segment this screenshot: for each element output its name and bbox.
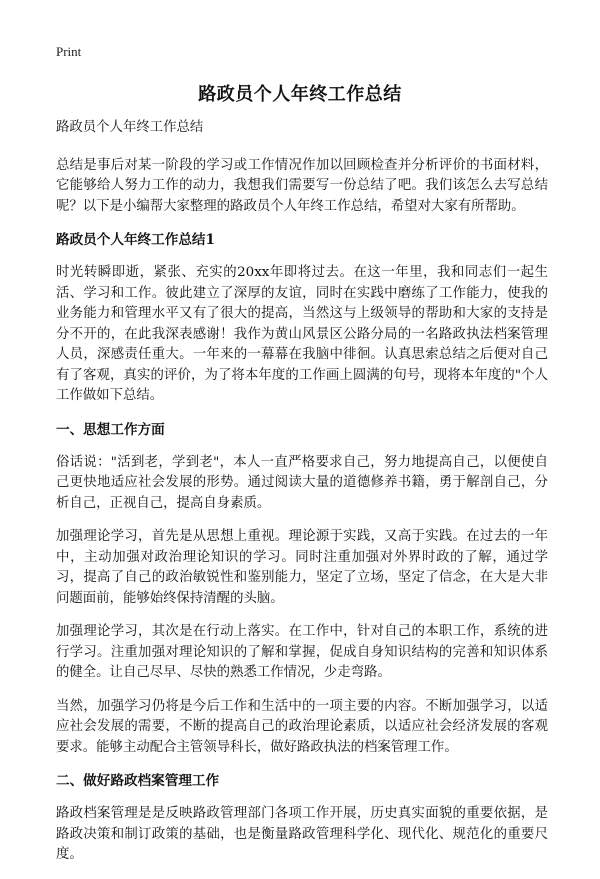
ideology-paragraph-4: 当然，加强学习仍将是今后工作和生活中的一项主要的内容。不断加强学习，以适应社会发展的需要，不断的提高自己的政治理论素质，以适应社会经济发展的客观要求。能够主动配合主管领导科长，做好路政执法的档案管理工作。 — [56, 698, 548, 755]
intro-paragraph: 总结是事后对某一阶段的学习或工作情况作加以回顾检查并分析评价的书面材料，它能够给人努力工作的动力，我想我们需要写一份总结了吧。我们该怎么去写总结呢？以下是小编帮大家整理的路政员个人年终工作总结，希望对大家有所帮助。 — [56, 157, 548, 214]
section-heading-ideology: 一、思想工作方面 — [56, 421, 165, 438]
ideology-paragraph-1: 俗话说："活到老，学到老"，本人一直严格要求自己，努力地提高自己，以便使自己更快地适应社会发展的形势。通过阅读大量的道德修养书籍，勇于解剖自己，分析自己，正视自己，提高自身素质。 — [56, 454, 548, 511]
ideology-paragraph-2: 加强理论学习，首先是从思想上重视。理论源于实践，又高于实践。在过去的一年中，主动加强对政治理论知识的学习。同时注重加强对外界时政的了解，通过学习，提高了自己的政治敏锐性和鉴别能力，坚定了立场，坚定了信念，在大是大非问题面前，能够始终保持清醒的头脑。 — [56, 529, 548, 606]
print-link[interactable]: Print — [56, 44, 82, 59]
document-body — [56, 118, 548, 879]
document-subtitle: 路政员个人年终工作总结 — [56, 120, 204, 135]
page-title: 路政员个人年终工作总结 — [198, 84, 402, 105]
section-heading-summary-1: 路政员个人年终工作总结1 — [56, 232, 215, 248]
section-heading-archive: 二、做好路政档案管理工作 — [56, 773, 220, 789]
summary-1-paragraph: 时光转瞬即逝，紧张、充实的20xx年即将过去。在这一年里，我和同志们一起生活、学习和工作。彼此建立了深厚的友谊，同时在实践中磨练了工作能力，使我的业务能力和管理水平又有了很大的提高，当然这与上级领导的帮助和大家的支持是分不开的，在此我深表感谢！我作为黄山风景区公路分局的一名路政执法档案管理人员，深感责任重大。一年来的一幕幕在我脑中徘徊。认真思索总结之后便对自己有了客观，真实的评价，为了将本年度的工作画上圆满的句号，现将本年度的"个人工作做如下总结。 — [56, 265, 548, 403]
ideology-paragraph-3: 加强理论学习，其次是在行动上落实。在工作中，针对自己的本职工作，系统的进行学习。注重加强对理论知识的了解和掌握，促成自身知识结构的完善和知识体系的健全。让自己尽早、尽快的熟悉工作情况，少走弯路。 — [56, 624, 548, 680]
archive-paragraph-1: 路政档案管理是是反映路政管理部门各项工作开展，历史真实面貌的重要依据，是路政决策和制订政策的基础，也是衡量路政管理科学化、现代化、规范化的重要尺度。 — [56, 806, 548, 862]
